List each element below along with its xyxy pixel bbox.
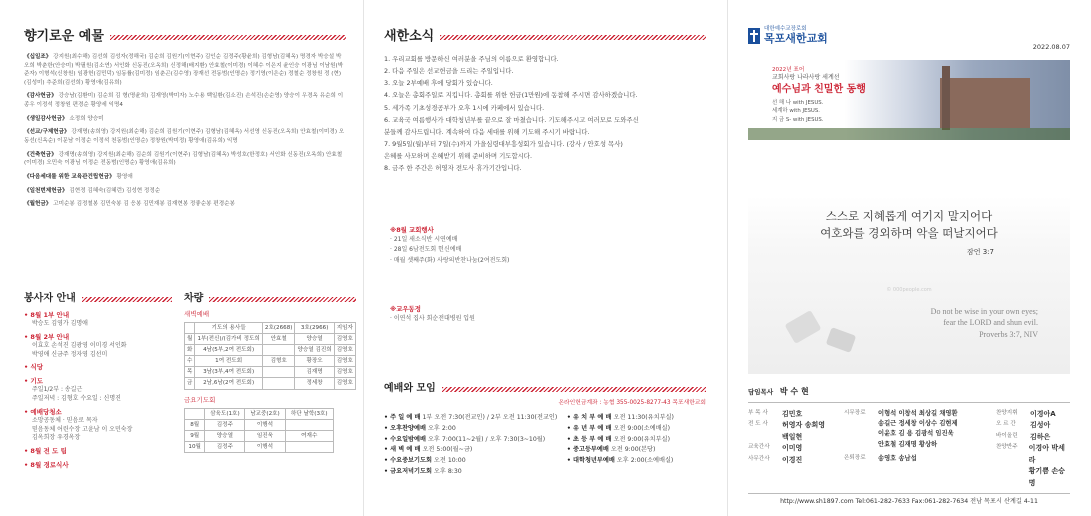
elder-line: 송길근 정세창 이상수 김현제 [878,419,958,427]
event-item: · 28일 6남전도회 헌신예배 [390,246,462,254]
staff-role: 오 르 간 [996,421,1016,428]
table-row [185,420,334,431]
offerings-header [24,28,346,47]
worship-header [384,382,706,397]
offering-item [24,200,346,209]
table-header-cell [185,322,195,333]
offering-item [24,128,346,145]
verse-ko-line2: 여호와를 경외하며 악을 떠날지어다 [820,226,998,241]
offering-label: 《다음세대를 위한 교육관건립헌금》 [24,174,115,181]
elders-list [878,409,958,451]
table-header-row [185,409,334,420]
table-cell: 2남,6남(2여 전도회) [195,378,262,389]
table-cell: 1부(전신)/(김가비 정도희 [195,334,262,345]
service-head: • 식당 [24,363,43,372]
table-header-row [185,322,356,333]
service-line: 주일저녁 : 김형호 수요일 : 신명진 [32,394,121,402]
table-cell [285,420,333,431]
service-line: 믿음동체 어린수장 고윤남 이 오민숙장 [32,425,133,433]
service-title: 봉사자 안내 [24,293,76,304]
table-cell: 4남(5부,2여 전도회) [195,345,262,356]
worship-time: 오전 10:00 [431,457,466,465]
friday-car-table [184,408,334,453]
table-cell: 김영호 [334,334,355,345]
service-head: • 8월 경로식사 [24,460,69,469]
staff-row [996,432,1070,444]
staff-names: 이경아A [1030,409,1056,418]
sick-item: · 이연석 집사 회순전대병원 입원 [390,315,475,323]
verse-card [748,196,1070,374]
offering-item [24,151,346,168]
table-header-cell: 삼육도(1호) [205,409,245,420]
dawn-car-table [184,322,356,390]
motto-year: 2022년 표어 [772,67,805,73]
offering-names: 강재명(송희영) 강지원(최순해) 김순희 김원기(이현주) 김형남(김혜옥) 박성호(한정호) 서인화 신동진(오옥희) 안효철(이미경) 오민숙 이광님 이정순 전동범(인명순) 황영애(김유희) [24,151,343,167]
staff-role: 찬양지휘 [996,409,1018,416]
worship-name: • 금요저녁기도회 [384,468,432,476]
motto-sub-line: 세계하 with JESUS. [772,108,820,115]
church-building-image [940,78,1030,128]
table-cell: 김형호 [262,356,295,367]
worship-name: • 대학청년부예배 [566,457,615,465]
worship-time: 오후 2:00(소예배실) [614,457,674,465]
service-list [24,311,172,470]
staff-row [748,420,844,432]
staff-role: 바이올린 [996,432,1018,439]
worship-row [384,456,561,467]
worship-time: 오전 9:00(소예배실) [611,424,671,432]
elders-block [844,409,996,490]
news-list [384,53,706,175]
news-title: 새한소식 [384,29,435,44]
service-block [24,311,172,329]
friday-car-title: 금요기도회 [184,395,216,404]
dawn-car-title: 새벽예배 [184,309,210,318]
senior-pastor [748,386,1070,403]
car-title: 차량 [184,293,204,304]
news-item: 5. 세가족 기초성경공부가 오후 1시에 카페에서 있습니다. [384,103,545,112]
worship-name: • 유 치 부 예 배 [566,413,612,421]
table-cell: 안효철 [262,334,295,345]
worship-row [567,413,706,424]
fold-line [727,0,728,516]
worship-section [384,382,706,478]
service-line: 박승도 김영가 김명애 [32,319,88,327]
staff-names: 이경진 [782,455,803,464]
table-cell: 1여 전도회 [195,356,262,367]
staff-list [748,409,844,490]
verse-en-line2: fear the LORD and shun evil. [943,318,1038,328]
pastor-name: 박 수 현 [779,387,809,396]
news-item: 8. 금주 한 주간은 허영자 전도사 휴가기간입니다. [384,164,522,173]
worship-name: • 중고등부예배 [566,446,609,454]
service-block [24,461,172,470]
events-list [390,235,509,266]
service-section [24,292,172,474]
table-cell: 김영호 [334,378,355,389]
table-cell: 황장오 [295,356,334,367]
events-title: ※8월 교회행사 [390,226,434,234]
offering-item [24,173,346,182]
worship-time: 오후 2:00 [425,424,456,432]
staff-names: 이미영 [782,444,803,453]
table-cell [262,367,295,378]
staff-role [996,466,1029,489]
offering-label: 《건축헌금》 [24,151,57,158]
event-item: · 매월 셋째주(화) 사랑의반찬나눔(2여전도회) [390,256,510,264]
offering-names: 강지원(최수해) 김선희 김성자(정해국) 김순희 김원기(이현주) 김인순 김정주(황윤희) 김형남(김혜옥) 명경자 박승설 박오희 박춘한(안승미) 박필원(김소연) 서인화 신동진(오옥희) 신정해(배지환) 안효철(이미경) 이혜수 이은지 윤인승 이광님 이남원(박준자) 이형석(신창원) 임광헌(김민덕) 임동률(김미정) 임춘곤(김수영) 장재선 전동범(인명순) 정기영(이은순) 정철순 정창원 정 (현)(김성미) 추준희(김선희) 황영애(김유희) [24,53,344,86]
staff-names: 백일현 [782,432,803,441]
worship-name: • 새 벽 예 배 [384,446,421,454]
motto-sub-line: 선 해 나 with JESUS. [772,100,824,107]
staff-role: 교육간사 [748,444,770,451]
service-head: • 8월 전 도 팀 [24,447,67,456]
staff-section [748,386,1070,507]
music-staff-list [996,409,1070,490]
offering-item [24,187,346,196]
offering-item [24,53,346,88]
worship-row [384,424,561,435]
table-cell: 임진욱 [245,431,285,442]
table-header-cell: 하단 날학(3호) [285,409,333,420]
table-cell: 김영호 [334,367,355,378]
table-row [185,367,356,378]
verse-en-ref: Proverbs 3:7, NIV [979,330,1038,340]
table-row [185,345,356,356]
worship-name: • 수요일밤예배 [384,435,426,443]
header-stripe [442,387,706,392]
worship-row [567,435,706,446]
worship-row [384,445,561,456]
watermark: © 000people.com [886,286,932,293]
worship-time: 오후 8:30 [431,468,462,476]
offering-label: 《월헌금》 [24,201,52,208]
table-cell: 김영호 [334,345,355,356]
car-section [184,292,356,453]
worship-name: • 오후찬양예배 [384,424,426,432]
event-item: · 21일 새소식반 시연예배 [390,236,458,244]
table-cell [262,345,295,356]
table-row [185,442,334,453]
table-cell: 김재명 [295,367,334,378]
table-cell: 김정주 [205,420,245,431]
staff-row [996,409,1070,421]
service-block [24,408,172,443]
header-stripe [110,35,346,40]
service-block [24,363,172,372]
worship-row [384,435,561,446]
pastor-label: 담임목사 [748,388,774,396]
worship-time: 오전 9:00(본당) [608,446,656,454]
car-header [184,292,356,307]
table-cell: 10월 [185,442,205,453]
right-panel [748,0,1070,516]
offering-names: 황영애 [114,174,133,181]
news-item: 분들께 감사드립니다. 계속하여 다음 세대를 위해 기도해 주시기 바랍니다. [384,127,590,136]
table-header-cell: 지임자 [334,322,355,333]
staff-role: 사무간사 [748,455,770,462]
table-cell: 김영호 [334,356,355,367]
table-cell: 목 [185,367,195,378]
worship-title: 예배와 모임 [384,383,436,394]
sick-list [390,314,475,324]
offerings-title: 향기로운 예물 [24,29,104,44]
motto-sub [772,99,866,123]
offering-names: 강승남(김환미) 김순희 김 형(명윤희) 김재영(박미자) 노수용 백일환(김소진) 손석진(손순영) 양승이 우경옥 유순희 이종우 이정석 정창원 편경순 황양세 익명4 [24,93,344,109]
motto-sub-line: 지 금 S- with JESUS. [772,116,824,123]
left-panel [24,0,353,516]
offering-label: 《선교/구제헌금》 [24,129,70,136]
footer-contact: http://www.sh1897.com Tel:061-282-7633 Fax:061-282-7634 전남 목포시 산계길 4-11 [748,493,1070,507]
staff-names: 김민호 [782,409,803,418]
service-head: • 8월 2부 안내 [24,332,70,341]
staff-row [996,443,1070,466]
offering-label: 《일천번제헌금》 [24,187,68,194]
header-stripe [440,35,706,40]
bank-account: 온라인헌금계좌 : 농협 355-0025-8277-43 목포새한교회 [558,399,706,406]
offering-names: 고미순봉 김정철봉 김민숙봉 김 응봉 김민재봉 김재현봉 정좋순봉 편경순봉 [51,201,235,208]
motto-banner [748,60,1070,140]
table-cell [262,378,295,389]
offering-label: 《십일조》 [24,53,52,60]
offering-label: 《감사헌금》 [24,93,57,100]
news-item: 2. 다음 주일은 선교헌금을 드리는 주일입니다. [384,67,514,76]
worship-name: • 초 등 부 예 배 [566,435,612,443]
header-stripe [209,297,356,302]
service-block [24,377,172,404]
service-line: 소망공동체 · 믿음로 목자 [32,417,98,425]
table-row [185,356,356,367]
table-cell: 이행석 [245,420,285,431]
worship-name: • 수요중보기도회 [384,457,432,465]
retired-elders: 송영호 송남섭 [878,455,917,463]
offering-names: 김현정 김혜숙(김혜런) 김성현 정정순 [67,187,161,194]
table-cell: 양승열 김진희 [295,345,334,356]
staff-row [996,466,1070,489]
table-cell: 수 [185,356,195,367]
worship-name: • 주 일 예 배 [384,413,421,421]
news-header [384,28,706,47]
news-item: 6. 교육국 여름행사가 대학청년부를 끝으로 잘 마쳤습니다. 기도해주시고 여러모로 도와주신 [384,115,639,124]
worship-time: 오전 5:00(월~금) [420,446,473,454]
worship-time: 1부 오전 7:30(전교인) / 2부 오전 11:30(전교인) [420,413,558,421]
service-block [24,333,172,360]
offering-names: 강재명(송희영) 강지원(최순해) 김순희 김원기(이현주) 김형남(김혜옥) 서선영 신동진(오옥희) 안효철(이미경) 오동선(신옥순) 이문남 이정순 이정석 천동범(인명순) 정창원(박미정) 황영애(김유희) 익명 [24,129,345,145]
sick-title: ※교우동정 [390,305,421,313]
retired-label: 은퇴장로 [844,455,866,462]
staff-row [748,432,844,444]
service-head: • 예배당청소 [24,407,62,416]
elder-line: 안효철 김재명 황상하 [878,440,938,448]
offerings-list [24,53,346,209]
cross-icon [748,28,760,44]
offering-label: 《생일감사헌금》 [24,115,68,122]
worship-time: 오전 11:30(유치부실) [611,413,674,421]
worship-row [384,413,561,424]
elder-line: 이형석 이창석 최상길 채영환 [878,409,958,417]
bulletin-date: 2022.08.07 [1032,42,1070,51]
motto-line1: 교회사랑 나라사랑 세계선 [772,74,840,82]
offering-item [24,92,346,109]
worship-time: 오전 9:00(유치부실) [611,435,671,443]
staff-role: 부 목 사 [748,409,768,416]
news-item: 4. 오늘은 총회주일로 지킵니다. 총회를 위한 헌금(1만원)에 동참해 주시면 감사하겠습니다. [384,91,638,100]
worship-row [567,445,706,456]
worship-row [384,467,561,478]
elders-label: 시무장로 [844,409,866,416]
staff-names: 황기쁨 손승명 [1028,467,1065,487]
table-cell: 여재수 [285,431,333,442]
staff-row [748,409,844,421]
table-row [185,431,334,442]
service-head: • 기도 [24,376,43,385]
table-header-cell: 기도의 용사들 [195,322,262,333]
table-cell: 3남(3부,4여 전도회) [195,367,262,378]
staff-row [748,455,844,467]
worship-name: • 유 년 부 예 배 [566,424,612,432]
elder-line: 이윤호 김 용 김광석 임진욱 [878,430,954,438]
verse-ref: 잠언 3:7 [966,247,994,256]
table-cell: 화 [185,345,195,356]
offering-names: 소정희 양승미 [67,115,104,122]
table-cell [285,442,333,453]
table-cell: 월 [185,334,195,345]
table-header-cell [185,409,205,420]
sick-box [390,305,475,324]
worship-row [567,424,706,435]
events-box [390,226,509,266]
worship-time: 오후 7:00(11~2월) / 오후 7:30(3~10월) [425,435,546,443]
service-line: 이효호 손석진 김광영 이미경 서인화 [32,342,127,350]
worship-row [567,456,706,467]
table-row [185,378,356,389]
church-name: 목포새한교회 [764,31,828,45]
offering-item [24,115,346,124]
table-cell: 양승열 [295,334,334,345]
fold-line [363,0,364,516]
service-head: • 8월 1부 안내 [24,310,70,319]
table-cell: 금 [185,378,195,389]
table-cell: 정세창 [295,378,334,389]
staff-role [748,432,782,444]
service-line: 김옥희장 우경옥장 [32,434,81,442]
staff-row [996,420,1070,432]
staff-names: 이경아 박세라 [1028,444,1065,464]
staff-names: 허영자 송희영 [782,421,826,430]
table-cell: 이행석 [245,442,285,453]
verse-ko-line1: 스스로 지혜롭게 여기지 말지어다 [825,209,993,223]
service-block [24,447,172,456]
worship-right [567,413,706,478]
staff-row [748,443,844,455]
denomination: 대한예수교장로회 [764,26,807,32]
verse-en-line1: Do not be wise in your own eyes; [930,306,1038,316]
service-line: 박영애 신금주 정자영 김선미 [32,350,108,358]
service-header [24,292,172,307]
motto-line2: 예수님과 친밀한 동행 [772,83,866,95]
worship-left [384,413,561,478]
table-header-cell: 2호(2668) [262,322,295,333]
worship-times [384,413,706,478]
table-row [185,334,356,345]
staff-names: 김성아 [1030,421,1051,430]
table-cell: 8월 [185,420,205,431]
table-header-cell: 3호(2966) [295,322,334,333]
news-item: 은혜를 사모하며 은혜받기 위해 준비하며 기도합시다. [384,152,533,161]
news-item: 3. 오늘 2부예배 후에 당회가 있습니다. [384,79,493,88]
staff-role: 전 도 사 [748,421,768,428]
staff-role: 찬양반주 [996,444,1018,451]
header-stripe [82,297,172,302]
staff-names: 김하은 [1030,432,1051,441]
service-line: 주일1/2부 : 송길근 [32,386,83,394]
middle-panel [384,0,706,516]
table-cell: 김정주 [205,442,245,453]
table-cell: 9월 [185,431,205,442]
table-cell: 양승열 [205,431,245,442]
table-header-cell: 남교중(2호) [245,409,285,420]
news-item: 1. 우리교회를 방문하신 여러분을 주님의 이름으로 환영합니다. [384,54,559,63]
news-item: 7. 9월5일(월)부터 7일(수)까지 가을심령대부흥성회가 있습니다. (강사 / 안호성 목사) [384,140,623,149]
